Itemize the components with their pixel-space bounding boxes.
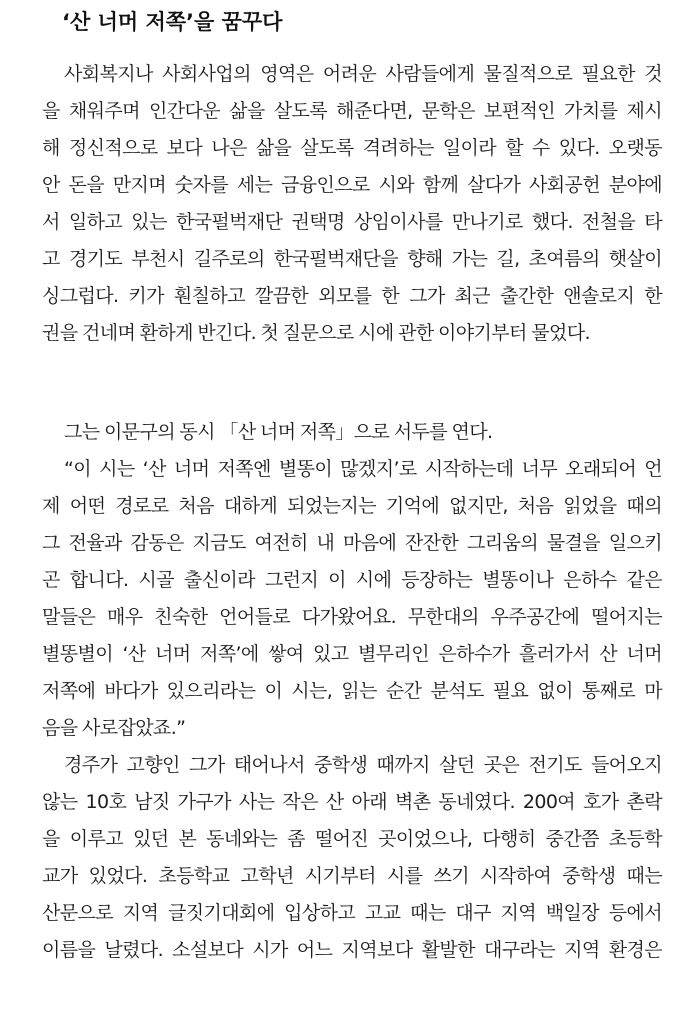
- section-heading: ‘산 너머 저쪽’을 꿈꾸다: [62, 10, 283, 34]
- text-line: 싱그럽다. 키가 훤칠하고 깔끔한 외모를 한 그가 최근 출간한 앤솔로지 한: [42, 285, 662, 307]
- text-line: 해 정신적으로 보다 나은 삶을 살도록 격려하는 일이라 할 수 있다. 오랫동: [42, 137, 662, 159]
- text-line: “이 시는 ‘산 너머 저쪽엔 별똥이 많겠지’로 시작하는데 너무 오래되어 언: [64, 458, 662, 480]
- text-line: 곤 합니다. 시골 출신이라 그런지 이 시에 등장하는 별똥이나 은하수 같은: [42, 569, 662, 591]
- text-line: 을 이루고 있던 본 동네와는 좀 떨어진 곳이었으나, 다행히 중간쯤 초등학: [42, 828, 662, 850]
- text-line: 않는 10호 남짓 가구가 사는 작은 산 아래 벽촌 동네였다. 200여 호가 촌락: [42, 791, 662, 813]
- text-line: 서 일하고 있는 한국펄벅재단 권택명 상임이사를 만나기로 했다. 전철을 타: [42, 211, 662, 233]
- text-line: 그 전율과 감동은 지금도 여전히 내 마음에 잔잔한 그리움의 물결을 일으키: [42, 532, 662, 554]
- text-line: 산문으로 지역 글짓기대회에 입상하고 고교 때는 대구 지역 백일장 등에서: [42, 902, 662, 924]
- text-line: 음을 사로잡았죠.”: [42, 717, 186, 739]
- text-line: 말들은 매우 친숙한 언어들로 다가왔어요. 무한대의 우주공간에 떨어지는: [42, 606, 662, 628]
- text-line: 고 경기도 부천시 길주로의 한국펄벅재단을 향해 가는 길, 초여름의 햇살이: [42, 248, 662, 270]
- text-line: 이름을 날렸다. 소설보다 시가 어느 지역보다 활발한 대구라는 지역 환경은: [42, 939, 662, 961]
- text-line: 사회복지나 사회사업의 영역은 어려운 사람들에게 물질적으로 필요한 것: [64, 63, 662, 85]
- text-line: 그는 이문구의 동시 「산 너머 저쪽」으로 서두를 연다.: [64, 421, 493, 443]
- text-line: 제 어떤 경로로 처음 대하게 되었는지는 기억에 없지만, 처음 읽었을 때의: [42, 495, 662, 517]
- text-line: 별똥별이 ‘산 너머 저쪽’에 쌓여 있고 별무리인 은하수가 흘러가서 산 너머: [42, 643, 662, 665]
- text-line: 권을 건네며 환하게 반긴다. 첫 질문으로 시에 관한 이야기부터 물었다.: [42, 322, 590, 344]
- text-line: 저쪽에 바다가 있으리라는 이 시는, 읽는 순간 분석도 필요 없이 통째로 마: [42, 680, 662, 702]
- text-line: 경주가 고향인 그가 태어나서 중학생 때까지 살던 곳은 전기도 들어오지: [64, 754, 662, 776]
- text-line: 교가 있었다. 초등학교 고학년 시기부터 시를 쓰기 시작하여 중학생 때는: [42, 865, 662, 887]
- text-line: 안 돈을 만지며 숫자를 세는 금융인으로 시와 함께 살다가 사회공헌 분야에: [42, 174, 662, 196]
- text-line: 을 채워주며 인간다운 삶을 살도록 해준다면, 문학은 보편적인 가치를 제시: [42, 100, 662, 122]
